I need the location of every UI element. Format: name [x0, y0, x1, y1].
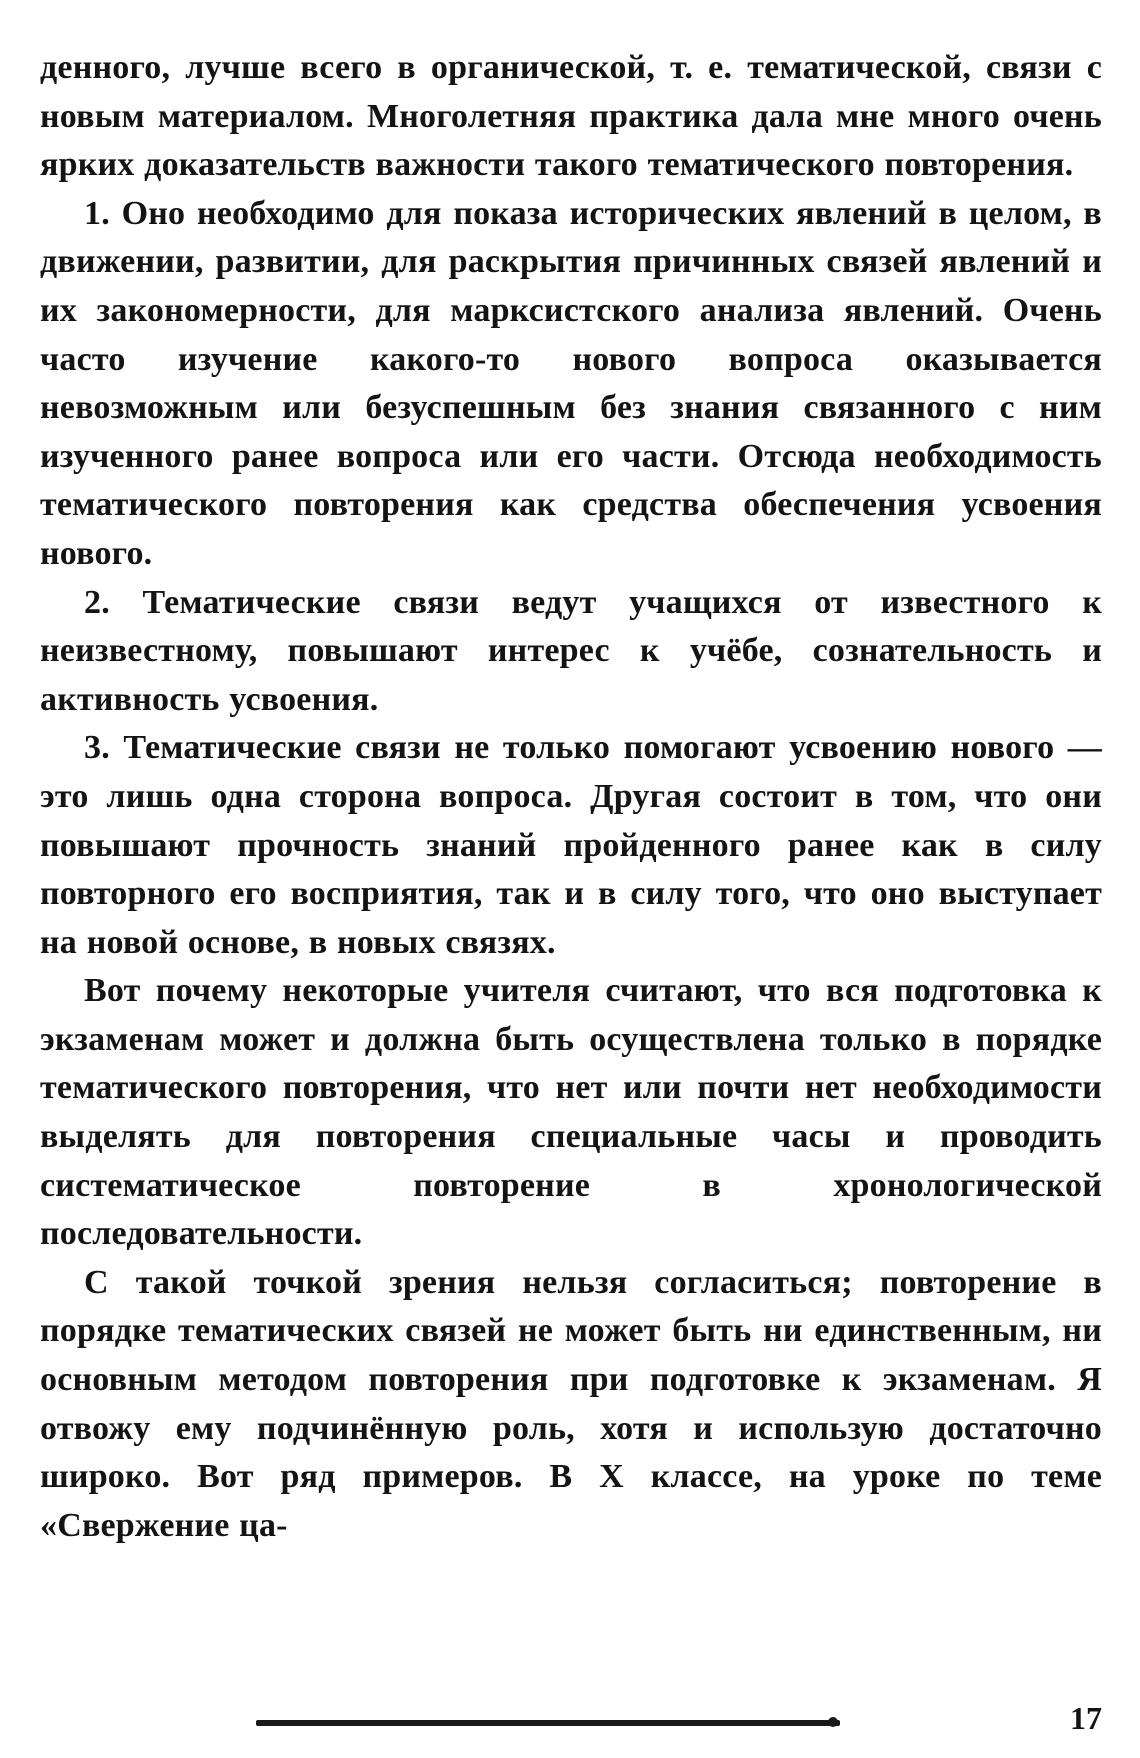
footer-rule	[256, 1720, 840, 1726]
paragraph-5: Вот почему некоторые учителя считают, что вся подготовка к экзаменам может и должна быть осуществлена только в порядке тематического повторения, что нет или почти нет необходимости выделять для повторения специальные часы и проводить систематическое повторение в хронологической последовательности.	[40, 972, 1102, 1253]
footer-rule-end	[828, 1717, 838, 1727]
page-body	[40, 44, 1102, 1550]
page-number: 17	[1070, 1700, 1102, 1736]
paragraph-4: 3. Тематические связи не только помогают усвоению нового — это лишь одна сторона вопроса. Другая состоит в том, что они повышают прочность знаний пройденного ранее как в силу повторного его восприятия, так и в силу того, что оно выступает на новой основе, в новых связях.	[40, 729, 1102, 961]
paragraph-3: 2. Тематические связи ведут учащихся от известного к неизвестному, повышают интерес к учёбе, сознательность и активность усвоения.	[40, 583, 1102, 718]
paragraph-1: денного, лучше всего в органической, т. е. тематической, связи с новым материалом. Многолетняя практика дала мне много очень ярких доказательств важности такого тематического повторения.	[40, 49, 1102, 184]
paragraph-2: 1. Оно необходимо для показа исторических явлений в целом, в движении, развитии, для раскрытия причинных связей явлений и их закономерности, для марксистского анализа явлений. Очень часто изучение какого-то нового вопроса оказывается невозможным или безуспешным без знания связанного с ним изученного ранее вопроса или его части. Отсюда необходимость тематического повторения как средства обеспечения усвоения нового.	[40, 194, 1102, 572]
paragraph-6: С такой точкой зрения нельзя согласиться; повторение в порядке тематических связей не может быть ни единственным, ни основным методом повторения при подготовке к экзаменам. Я отвожу ему подчинённую роль, хотя и использую достаточно широко. Вот ряд примеров. В X классе, на уроке по теме «Свержение ца-	[40, 1263, 1102, 1544]
page-footer	[250, 1700, 1102, 1740]
